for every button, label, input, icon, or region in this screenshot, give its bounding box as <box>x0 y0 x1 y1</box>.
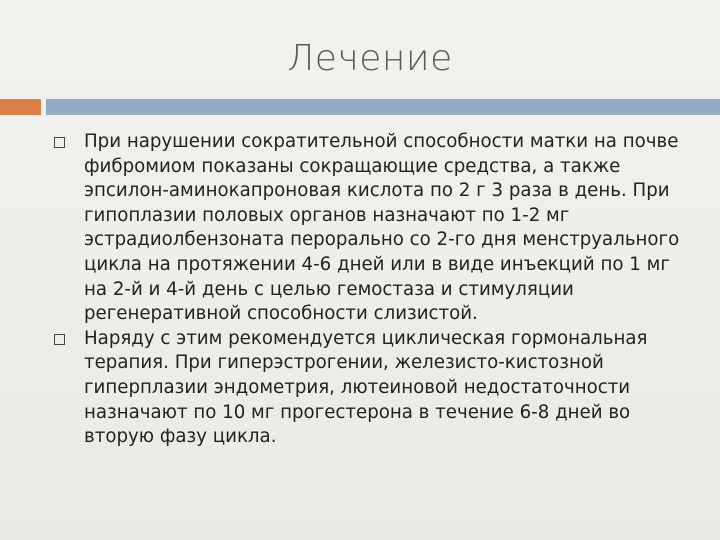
bullet-item <box>50 327 690 450</box>
accent-bar <box>0 99 41 115</box>
bullet-text: Наряду с этим рекомендуется циклическая гормональная терапия. При гиперэстрогении, железисто-кистозной гиперплазии эндометрия, лютеиновой недостаточности назначают по 10 мг прогестерона в течение 6-8 дней во вторую фазу цикла. <box>84 327 648 448</box>
square-bullet-icon <box>54 334 65 345</box>
slide-title: Лечение <box>287 38 453 79</box>
title-divider-bar <box>46 99 720 115</box>
bullet-list <box>50 130 690 450</box>
bullet-text: При нарушении сократительной способности матки на почве фибромиом показаны сокращающие средства, а также эпсилон-аминокапроновая кислота по 2 г 3 раза в день. При гипоплазии половых органов назначают по 1-2 мг эстрадиолбензоната перорально со 2-го дня менструального цикла на протяжении 4-6 дней или в виде инъекций по 1 мг на 2-й и 4-й день с целью гемостаза и стимуляции регенеративной способности слизистой. <box>84 131 680 325</box>
square-bullet-icon <box>54 137 65 148</box>
bullet-item <box>50 130 690 327</box>
